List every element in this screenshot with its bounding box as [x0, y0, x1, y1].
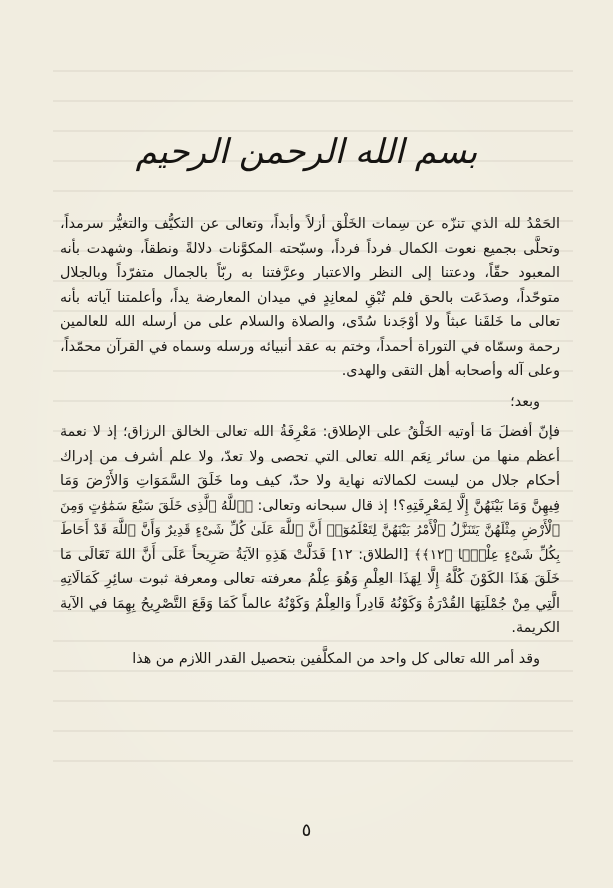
verse-citation: [الطلاق: ١٢] [331, 546, 409, 563]
paragraph-wabaad: وبعد؛ [510, 393, 540, 410]
paragraph-indication: فَدَلَّتْ هَذِهِ الآيَةُ صَرِيحاً عَلَى أَنَّ اللهَ تَعَالَى مَا خَلَقَ هَذَا الكَوْنَ كُلَّهُ إِلَّا لِهَذَا العِلْمِ وَهُوَ عِلْمُ معرفته تعالى ومعرفة ثبوت سائِرِ كَمَالَاتِهِ الَّتِي مِنْ جُمْلَتِهَا القُدْرَةُ وَكَوْنُهُ قَادِراً وَالعِلْمُ وَكَوْنُهُ عالماً كَمَا وَقَعَ التَّصْرِيحُ بِهِمَا في الآية الكريمة. [60, 546, 560, 636]
basmala-heading: بسم الله الرحمن الرحيم [135, 132, 478, 172]
paragraph-knowledge [60, 420, 560, 641]
main-text [60, 212, 560, 671]
paragraph-praise: الحَمْدُ لله الذي تنزّه عن سِمات الخَلْق أزلاً وأبداً، وتعالى عن التكيُّف والتغيُّر سرمداً، وتحلَّى بجميع نعوت الكمال فرداً فرداً، وسبّحته المكوَّنات دلالةً ونطقاً، وشهدت بأنه المعبود حقّاً، ودعتنا إلى النظر والاعتبار وعرَّفتنا به ربّاً بالجمال متفرّداً وبالجلال متوحّداً، وصدَعَت بالحق فلم تُبْقِ لمعانِدٍ في ميدان المعارضة يداً، وأعلمتنا آياته بأنه تعالى ما خَلقَنا عبثاً ولا أوْجَدنا سُدًى، والصلاة والسلام على من أرسله الله للعالمين رحمة وسمّاه في التوراة أحمداً، وختم به عقد أنبيائه ورسله وسماه في القرآن محمّداً، وعلى آله وأصحابه أهل التقى والهدى. [60, 216, 560, 379]
page-number: ٥ [301, 820, 312, 841]
paragraph-command: وقد أمر الله تعالى كل واحد من المكلَّفين بتحصيل القدر اللازم من هذا [132, 650, 540, 667]
quran-verse: ﴿ٱللَّهُ ٱلَّذِى خَلَقَ سَبْعَ سَمَٰوَٰتٍ وَمِنَ ٱلْأَرْضِ مِثْلَهُنَّ يَتَنَزَّلُ ٱلْأَمْرُ بَيْنَهُنَّ لِتَعْلَمُوٓا۟ أَنَّ ٱللَّهَ عَلَىٰ كُلِّ شَىْءٍ قَدِيرٌ وَأَنَّ ٱللَّهَ قَدْ أَحَاطَ بِكُلِّ شَىْءٍ عِلْمًۢا ﴿١٢﴾﴾ [60, 497, 561, 563]
paragraph-knowledge-text: فإنّ أفضلَ مَا أوتيه الخَلْقُ على الإطلاق: مَعْرِفَةُ الله تعالى الخالق الرزاق؛ إذ لا نعمة أعظم منها من سائر نِعَم الله تعالى التي تحصى ولا تعدّ، ولا علم أشرف من إدراك أحكام جلال من ليست لكمالاته نهاية ولا حدّ، كيف وما خَلَقَ السَّمَوَاتِ وَالأَرْضَ وَمَا فِيهِنَّ وَمَا بَيْنَهُنَّ إِلَّا لِمَعْرِفَتِهِ؟! إذ قال سبحانه وتعالى: [60, 424, 561, 514]
